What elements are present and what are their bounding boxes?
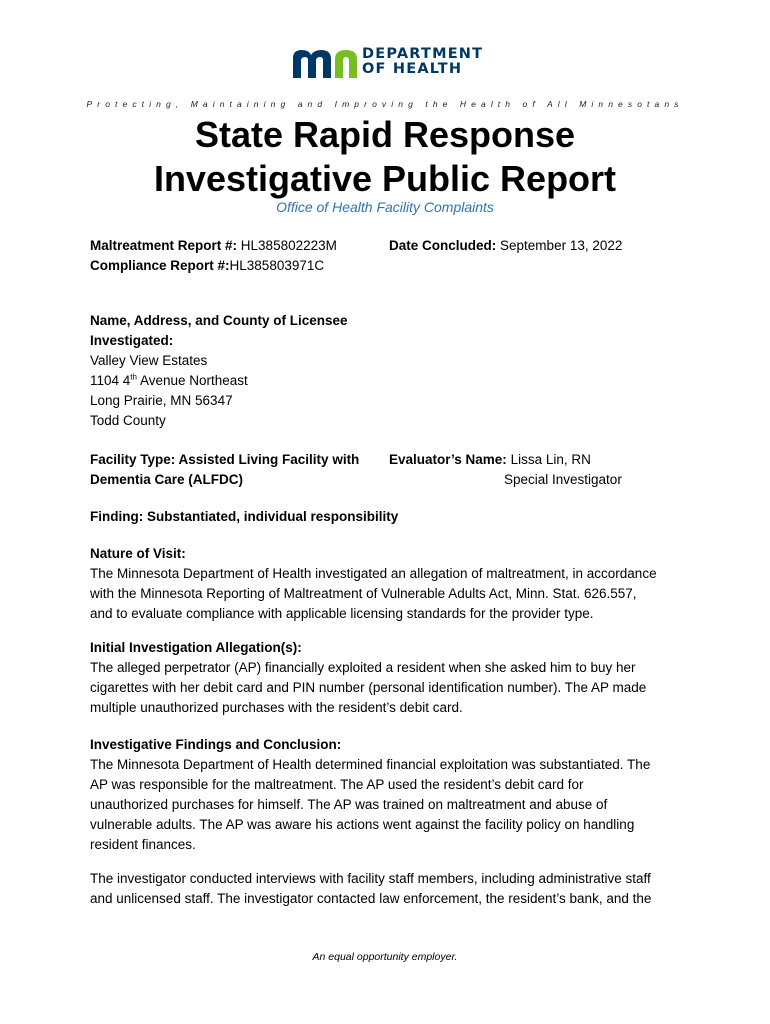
findings-line-4: vulnerable adults. The AP was aware his actions went against the facility policy on handling xyxy=(90,817,635,832)
findings-line-1: The Minnesota Department of Health determined financial exploitation was substantiated. The xyxy=(90,757,651,772)
tagline: Protecting, Maintaining and Improving the Health of All Minnesotans xyxy=(86,99,684,109)
subtitle: Office of Health Facility Complaints xyxy=(276,199,494,215)
licensee-heading-2: Investigated: xyxy=(90,333,174,348)
facility-type xyxy=(90,450,359,490)
findings-line-2: AP was responsible for the maltreatment. The AP used the resident’s debit card for xyxy=(90,777,584,792)
address-sup: th xyxy=(130,372,137,382)
report-ids xyxy=(90,236,337,276)
findings-paragraph-2 xyxy=(90,869,690,909)
maltreatment-label: Maltreatment Report #: xyxy=(90,238,238,253)
allegations-heading: Initial Investigation Allegation(s): xyxy=(90,640,302,655)
facility-type-line-2: Dementia Care (ALFDC) xyxy=(90,472,244,487)
licensee-block xyxy=(90,311,348,431)
findings-heading: Investigative Findings and Conclusion: xyxy=(90,737,342,752)
findings-line-5: resident finances. xyxy=(90,837,196,852)
logo-wordmark xyxy=(362,47,483,77)
findings2-line-1: The investigator conducted interviews with facility staff members, including administrative staff xyxy=(90,871,651,886)
maltreatment-value: HL385802223M xyxy=(240,238,337,253)
logo-line-1: DEPARTMENT xyxy=(362,46,484,62)
facility-type-line-1: Facility Type: Assisted Living Facility with xyxy=(90,452,360,467)
date-concluded xyxy=(389,236,622,256)
licensee-city: Long Prairie, MN 56347 xyxy=(90,393,233,408)
compliance-row xyxy=(90,256,337,276)
title-line-2: Investigative Public Report xyxy=(153,158,617,199)
compliance-label: Compliance Report #: xyxy=(90,258,230,273)
compliance-value: HL385803971C xyxy=(229,258,325,273)
title-line-1: State Rapid Response xyxy=(194,114,576,155)
maltreatment-row xyxy=(90,236,337,256)
evaluator-title: Special Investigator xyxy=(504,472,622,487)
allegations xyxy=(90,638,690,718)
licensee-heading-1: Name, Address, and County of Licensee xyxy=(90,313,348,328)
evaluator-label: Evaluator’s Name: xyxy=(389,452,507,467)
address-street: Avenue Northeast xyxy=(136,373,248,388)
logo-line-2: OF HEALTH xyxy=(362,61,463,77)
allegations-line-3: multiple unauthorized purchases with the resident’s debit card. xyxy=(90,700,463,715)
date-label: Date Concluded: xyxy=(389,238,497,253)
address-number: 1104 4 xyxy=(90,373,131,388)
licensee-name: Valley View Estates xyxy=(90,353,208,368)
finding: Finding: Substantiated, individual responsibility xyxy=(90,509,399,524)
nature-line-2: with the Minnesota Reporting of Maltreatment of Vulnerable Adults Act, Minn. Stat. 626.557, xyxy=(90,586,637,601)
licensee-address xyxy=(90,371,348,391)
nature-line-1: The Minnesota Department of Health investigated an allegation of maltreatment, in accordance xyxy=(90,566,657,581)
evaluator-row xyxy=(389,450,622,470)
allegations-line-2: cigarettes with her debit card and PIN number (personal identification number). The AP made xyxy=(90,680,647,695)
evaluator-name: Lissa Lin, RN xyxy=(510,452,591,467)
findings2-line-2: and unlicensed staff. The investigator contacted law enforcement, the resident’s bank, and the xyxy=(90,891,652,906)
allegations-line-1: The alleged perpetrator (AP) financially exploited a resident when she asked him to buy her xyxy=(90,660,636,675)
licensee-county: Todd County xyxy=(90,413,166,428)
report-title xyxy=(0,113,770,201)
nature-of-visit xyxy=(90,544,690,624)
evaluator xyxy=(389,450,622,490)
date-value: September 13, 2022 xyxy=(500,238,623,253)
findings xyxy=(90,735,690,855)
nature-heading: Nature of Visit: xyxy=(90,546,186,561)
footer: An equal opportunity employer. xyxy=(312,951,458,963)
nature-line-3: and to evaluate compliance with applicable licensing standards for the provider type. xyxy=(90,606,594,621)
findings-line-3: unauthorized purchases for himself. The AP was trained on maltreatment and abuse of xyxy=(90,797,608,812)
